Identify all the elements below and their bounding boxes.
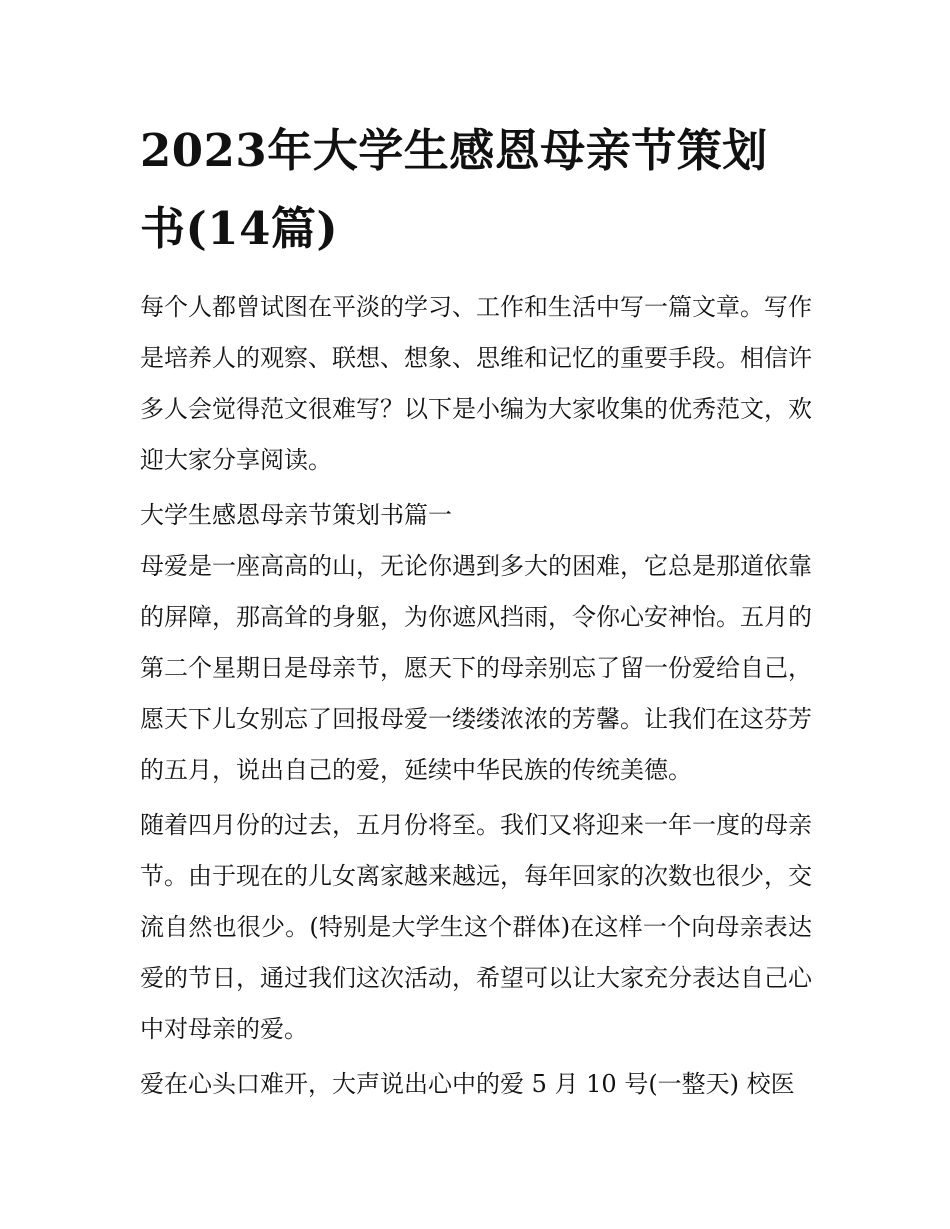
section-heading: 大学生感恩母亲节策划书篇一 (140, 501, 452, 529)
body-paragraph: 随着四月份的过去，五月份将至。我们又将迎来一年一度的母亲节。由于现在的儿女离家越来越远，每年回家的次数也很少，交流自然也很少。(特别是大学生这个群体)在这样一个向母亲表达爱的节日，通过我们这次活动，希望可以让大家充分表达自己心中对母亲的爱。 (140, 811, 812, 1043)
body-paragraph: 母爱是一座高高的山，无论你遇到多大的困难，它总是那道依靠的屏障，那高耸的身躯，为你遮风挡雨，令你心安神怡。五月的第二个星期日是母亲节，愿天下的母亲别忘了留一份爱给自己，愿天下儿女别忘了回报母爱一缕缕浓浓的芳馨。让我们在这芬芳的五月，说出自己的爱，延续中华民族的传统美德。 (140, 552, 812, 784)
document-title: 2023年大学生感恩母亲节策划书(14篇) (140, 124, 768, 255)
body-paragraph: 爱在心头口难开，大声说出心中的爱 5 月 10 号(一整天) 校医 (140, 1070, 795, 1098)
intro-paragraph: 每个人都曾试图在平淡的学习、工作和生活中写一篇文章。写作是培养人的观察、联想、想象、思维和记忆的重要手段。相信许多人会觉得范文很难写？以下是小编为大家收集的优秀范文，欢迎大家分享阅读。 (140, 293, 812, 474)
document-page (140, 112, 812, 1110)
